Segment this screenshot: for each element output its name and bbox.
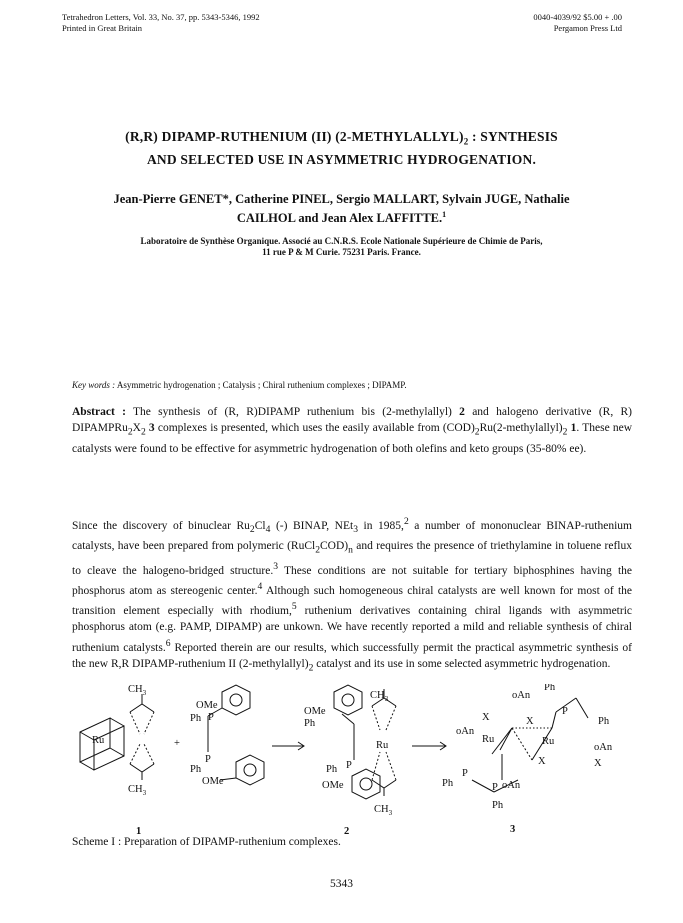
paper-title [0,128,683,168]
ph-label: Ph [492,800,504,811]
reaction-arrow-1 [272,742,304,750]
p-label: P [205,754,211,765]
title-text-1: (R,R) DIPAMP-RUTHENIUM (II) (2-METHYLALLYL) [125,129,464,144]
abstract [72,404,632,457]
keywords [72,380,632,390]
oan-label: oAn [512,690,531,701]
ru-label: Ru [542,736,555,747]
abstract-text: complexes is presented, which uses the easily available from (COD) [154,422,475,435]
compound-ref: 2 [459,406,465,418]
reference-mark: 5 [291,601,297,613]
oan-label: oAn [502,780,521,791]
subscript: 2 [474,426,480,438]
abstract-label: Abstract : [72,406,126,418]
p-label: P [346,760,352,771]
ph-label: Ph [304,718,316,729]
affiliation-line-1: Laboratoire de Synthèse Organique. Associé au C.N.R.S. Ecole Nationale Supérieure de Chimie de Paris, [140,236,543,246]
ru-label: Ru [376,740,389,751]
ru-label: Ru [92,735,105,746]
p-label: P [492,782,498,793]
journal-line: Tetrahedron Letters, Vol. 33, No. 37, pp. 5343-5346, 1992 [62,12,260,22]
subscript: 2 [315,544,321,556]
body-text: These conditions are not suitable for tertiary biphosphines having the phosphorus atom as stereogenic center. [72,564,632,597]
ome-label: OMe [196,700,218,711]
compound-number: 3 [510,824,516,835]
printed-line: Printed in Great Britain [62,23,143,33]
body-text: a number of mononuclear BINAP-ruthenium catalysts, have been prepared from polymeric (RuCl [72,519,632,553]
page-number: 5343 [330,878,353,890]
oan-label: oAn [456,726,475,737]
ph-label: Ph [190,713,202,724]
subscript: 2 [562,426,568,438]
abstract-text: and halogeno derivative (R, R) DIPAMPRu [72,406,632,435]
ph-label: Ph [442,778,454,789]
body-paragraph [72,514,632,676]
issn-line: 0040-4039/92 $5.00 + .00 [533,12,622,22]
keywords-text: Asymmetric hydrogenation ; Catalysis ; Chiral ruthenium complexes ; DIPAMP. [115,380,407,390]
subscript: 2 [127,426,133,438]
affiliation [40,236,643,258]
body-text: COD) [320,540,349,553]
subscript: 2 [308,662,314,674]
body-text: Although such homogeneous chiral catalysts are well known for most of the transition element especially with rhodium, [72,584,632,618]
ph-label: Ph [544,684,556,693]
compound-number: 2 [344,826,350,837]
oan-label: oAn [594,742,613,753]
ru-label: Ru [482,734,495,745]
ch3-label: $CH_3$ [374,804,393,817]
body-text: in 1985, [357,519,404,532]
plus-sign: + [174,738,180,749]
reference-mark: 2 [403,516,409,527]
body-text: Cl [254,519,266,532]
scheme-caption: Scheme I : Preparation of DIPAMP-ruthenium complexes. [72,836,341,848]
compound-ref: 3 [148,422,155,435]
authors-line-2 [60,207,623,226]
p-label: P [562,706,568,717]
abstract-text: X [132,422,141,435]
ch3-label: $CH_3$ [370,690,389,703]
authors-line-1: Jean-Pierre GENET*, Catherine PINEL, Sergio MALLART, Sylvain JUGE, Nathalie [113,192,570,206]
p-label: P [462,768,468,779]
ome-label: OMe [322,780,344,791]
body-text: catalyst and its use in some selected asymmetric hydrogenation. [313,657,611,670]
x-label: X [538,756,546,767]
subscript: 4 [265,524,271,536]
ome-label: OMe [202,776,224,787]
body-text: Since the discovery of binuclear Ru [72,519,250,532]
body-text: and requires the presence of triethylamine in toluene reflux to cleave the halogeno-bridged structure. [72,540,632,577]
affiliation-line-2: 11 rue P & M Curie. 75231 Paris. France. [262,247,421,257]
ph-label: Ph [598,716,610,727]
compound-number: 1 [136,826,142,837]
author-footnote-mark: 1 [442,210,447,219]
title-text-1-end: : SYNTHESIS [468,129,558,144]
publisher-info [470,12,622,34]
authors-text-2: CAILHOL and Jean Alex LAFFITTE. [236,211,443,226]
ome-label: OMe [304,706,326,717]
journal-citation [62,12,260,34]
subscript: 2 [249,524,255,536]
p-label: P [208,712,214,723]
reaction-arrow-2 [412,742,446,750]
body-text: (-) BINAP, NEt [270,519,354,532]
abstract-text: Ru(2-methylallyl) [479,422,563,435]
reference-mark: 3 [273,561,279,573]
title-line-2: AND SELECTED USE IN ASYMMETRIC HYDROGENATION. [146,151,537,167]
ch3-label: $CH_3$ [128,684,147,697]
publisher-line: Pergamon Press Ltd [553,23,622,33]
ph-label: Ph [326,764,338,775]
reference-mark: 6 [165,637,171,649]
title-line-1 [0,128,683,151]
body-text: ruthenium derivatives containing chiral ligands with asymmetric phosphorus atom (e.g. PAMP, DIPAMP) are unkown. We have recently reported a mild and reliable synthesis of chiral ruthenium catalysts. [72,605,633,654]
subscript: n [348,544,353,556]
scheme-diagram [72,684,632,844]
abstract-text: The synthesis of (R, R)DIPAMP ruthenium bis (2-methylallyl) [125,406,460,418]
x-label: X [482,712,490,723]
subscript: 2 [140,426,146,438]
x-label: X [594,758,602,769]
ch3-label: $CH_3$ [128,784,147,797]
keywords-label: Key words : [72,380,116,390]
x-label: X [526,716,534,727]
body-text: Reported therein are our results, which successfully permit the practical asymmetric synthesis of the new R,R DIPAMP-ruthenium II (2-methylallyl) [72,641,632,670]
reference-mark: 4 [257,581,263,593]
abstract-text: . These new catalysts were found to be effective for asymmetric hydrogenation of both olefins and keto groups (35-80% ee). [72,422,633,455]
compound-ref: 1 [570,422,577,435]
author-list [60,192,623,226]
title-sub: 2 [463,136,469,147]
ph-label: Ph [190,764,202,775]
subscript: 3 [353,524,358,536]
